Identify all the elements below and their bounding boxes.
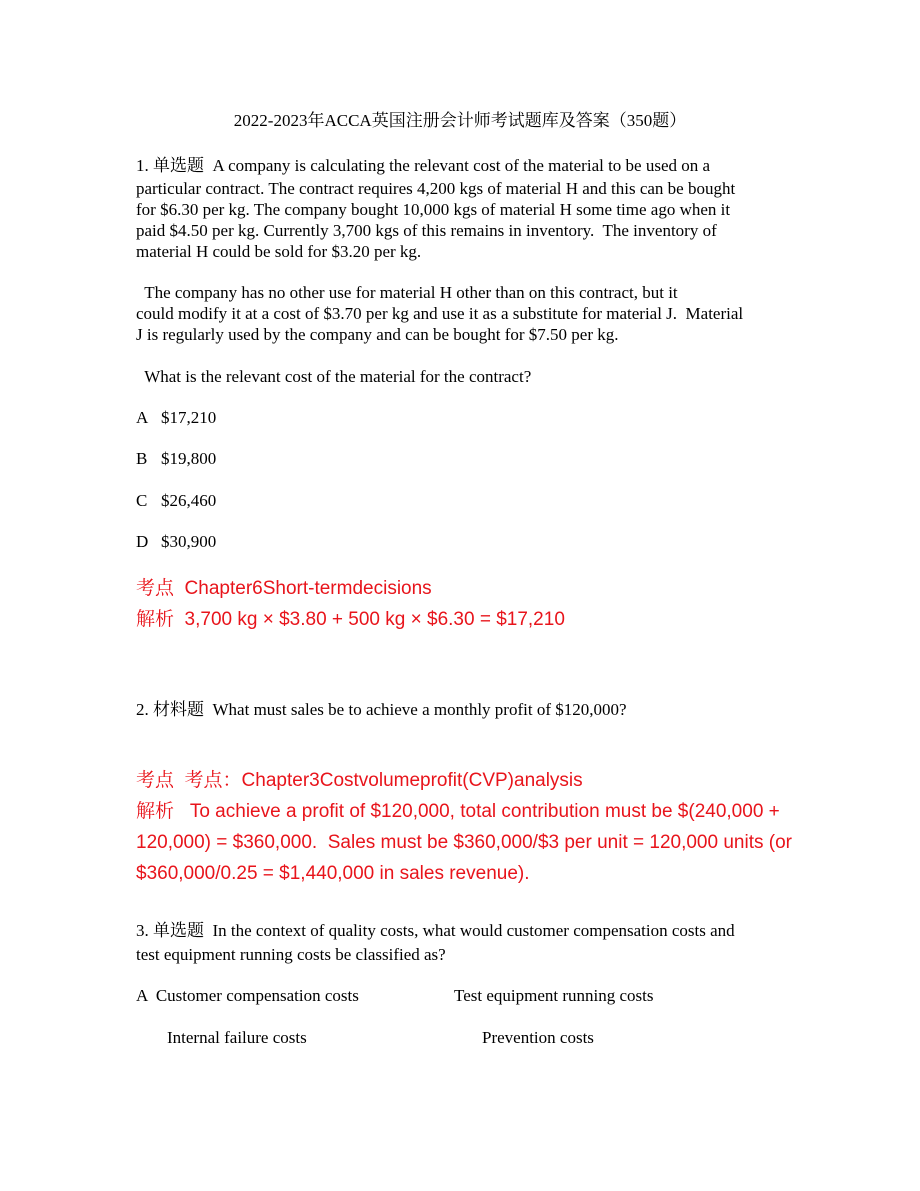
option-letter: A [136, 408, 149, 427]
q3-line-1: 3. 单选题 In the context of quality costs, what would customer compensation costs and [136, 921, 735, 940]
option-text: $17,210 [161, 408, 217, 427]
option-text: $19,800 [161, 449, 217, 468]
q2-question: 2. 材料题 What must sales be to achieve a monthly profit of $120,000? [136, 700, 627, 719]
q1-line-7: could modify it at a cost of $3.70 per kg and use it as a substitute for material J. Material [136, 304, 744, 323]
option-letter: B [136, 449, 148, 468]
q1-topic: 考点 Chapter6Short-termdecisions [136, 578, 432, 599]
q1-option-c [136, 490, 216, 511]
q1-line-1: 1. 单选题 A company is calculating the relevant cost of the material to be used on a [136, 156, 711, 175]
q1-line-2: particular contract. The contract requires 4,200 kgs of material H and this can be bought [136, 179, 736, 198]
q3-option-a-answer-right: Prevention costs [482, 1028, 594, 1047]
q1-line-8: J is regularly used by the company and can be bought for $7.50 per kg. [136, 325, 619, 344]
q3-option-a-answer-left: Internal failure costs [167, 1028, 307, 1047]
q1-option-d [136, 531, 216, 552]
q1-line-3: for $6.30 per kg. The company bought 10,000 kgs of material H some time ago when it [136, 200, 731, 219]
page-title: 2022-2023年ACCA英国注册会计师考试题库及答案（350题） [233, 111, 687, 130]
q1-option-b [136, 448, 216, 469]
option-letter: D [136, 532, 149, 551]
option-text: $26,460 [161, 491, 217, 510]
q1-line-5: material H could be sold for $3.20 per kg. [136, 242, 422, 261]
q1-line-6: The company has no other use for material H other than on this contract, but it [136, 283, 678, 302]
q2-analysis-line-2: 120,000) = $360,000. Sales must be $360,000/$3 per unit = 120,000 units (or [136, 832, 792, 853]
q1-analysis: 解析 3,700 kg × $3.80 + 500 kg × $6.30 = $17,210 [136, 609, 565, 630]
q2-analysis-line-3: $360,000/0.25 = $1,440,000 in sales revenue). [136, 863, 530, 884]
q1-line-9: What is the relevant cost of the material for the contract? [136, 367, 532, 386]
q2-topic: 考点 考点：Chapter3Costvolumeprofit(CVP)analysis [136, 770, 583, 791]
option-text: $30,900 [161, 532, 217, 551]
q3-line-2: test equipment running costs be classified as? [136, 945, 446, 964]
q3-option-a-left: A Customer compensation costs [136, 986, 359, 1005]
q2-analysis-line-1: 解析 To achieve a profit of $120,000, total contribution must be $(240,000 + [136, 801, 780, 822]
q1-line-4: paid $4.50 per kg. Currently 3,700 kgs of this remains in inventory. The inventory of [136, 221, 717, 240]
option-letter: C [136, 491, 148, 510]
q3-option-a-right: Test equipment running costs [454, 986, 654, 1005]
q1-option-a [136, 407, 216, 428]
